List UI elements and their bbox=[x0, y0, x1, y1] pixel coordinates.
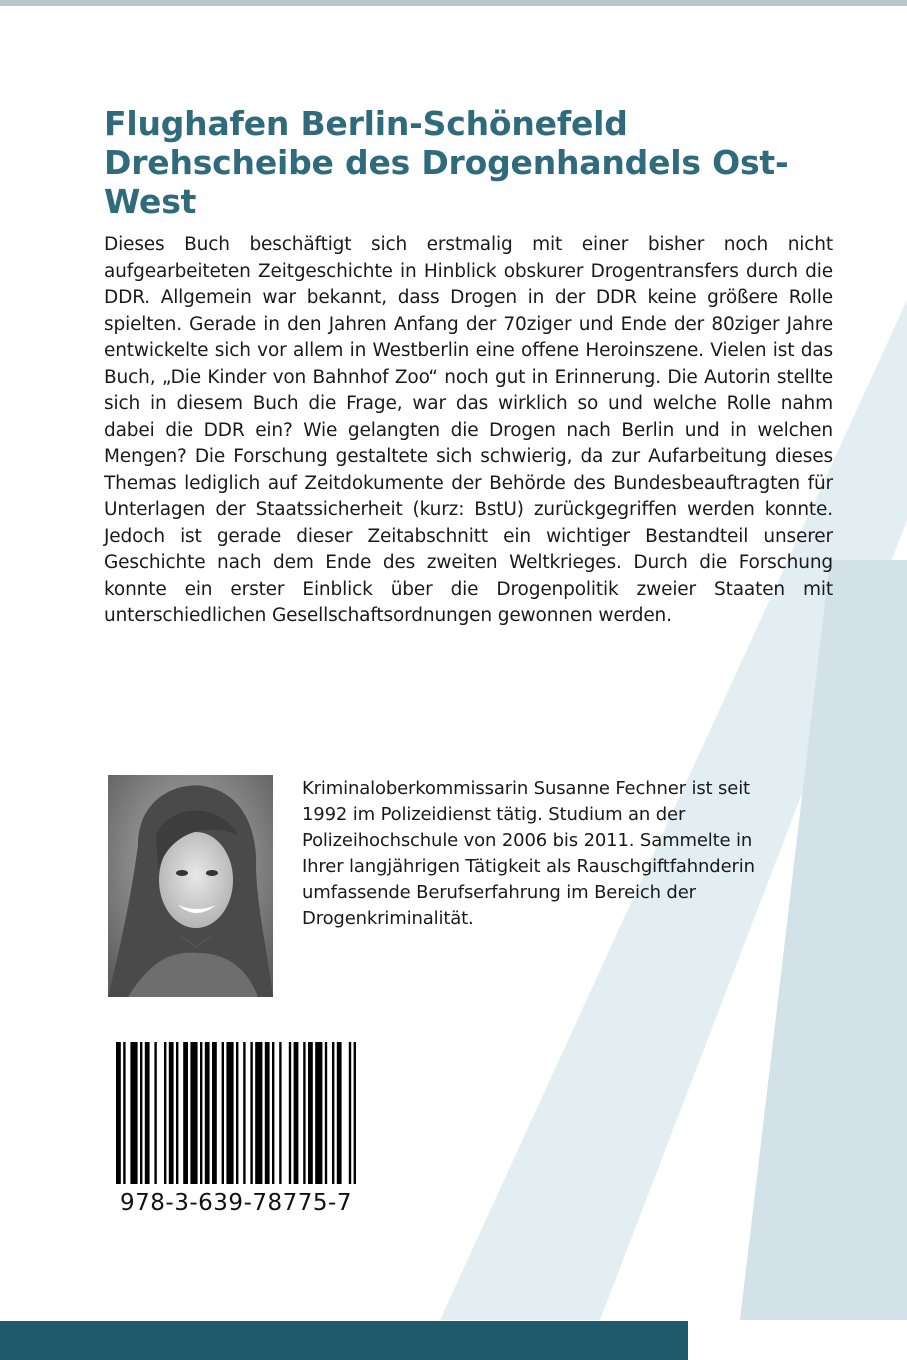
barcode-bar bbox=[164, 1042, 166, 1184]
author-bio bbox=[302, 776, 842, 932]
title-line-2: Drehscheibe des Drogenhandels Ost- bbox=[104, 143, 789, 182]
barcode-bar bbox=[332, 1042, 334, 1184]
top-rule bbox=[0, 0, 907, 6]
bio-line: Drogenkriminalität. bbox=[302, 908, 474, 929]
bio-line: umfassende Berufserfahrung im Bereich der bbox=[302, 882, 696, 903]
barcode-bars bbox=[116, 1042, 356, 1184]
barcode-bar bbox=[250, 1042, 252, 1184]
barcode-bar bbox=[354, 1042, 356, 1184]
barcode-bar bbox=[255, 1042, 262, 1184]
barcode-bar bbox=[176, 1042, 178, 1184]
barcode-bar bbox=[325, 1042, 327, 1184]
barcode-bar bbox=[116, 1042, 121, 1184]
barcode-bar bbox=[226, 1042, 233, 1184]
barcode-bar bbox=[337, 1042, 342, 1184]
isbn-number: 978-3-639-78775-7 bbox=[120, 1190, 352, 1216]
bio-line: Kriminaloberkommissarin Susanne Fechner ist seit bbox=[302, 778, 750, 799]
barcode-bar bbox=[236, 1042, 238, 1184]
barcode-bar bbox=[265, 1042, 270, 1184]
barcode-bar bbox=[272, 1042, 274, 1184]
barcode-bar bbox=[279, 1042, 281, 1184]
title-line-3: West bbox=[104, 182, 197, 221]
bio-line: Ihrer langjährigen Tätigkeit als Rauschgiftfahnderin bbox=[302, 856, 755, 877]
barcode-bar bbox=[315, 1042, 322, 1184]
barcode-bar bbox=[303, 1042, 305, 1184]
bottom-color-band bbox=[0, 1321, 688, 1360]
barcode-bar bbox=[154, 1042, 156, 1184]
barcode-bar bbox=[294, 1042, 299, 1184]
barcode-bar bbox=[349, 1042, 351, 1184]
bio-line: 1992 im Polizeidienst tätig. Studium an der bbox=[302, 804, 686, 825]
book-title bbox=[104, 104, 804, 221]
barcode-bar bbox=[140, 1042, 142, 1184]
barcode-bar bbox=[308, 1042, 313, 1184]
barcode-bar bbox=[289, 1042, 291, 1184]
author-photo bbox=[108, 775, 273, 997]
barcode-bar bbox=[200, 1042, 202, 1184]
barcode-bar bbox=[145, 1042, 150, 1184]
barcode-bar bbox=[243, 1042, 245, 1184]
book-description: Dieses Buch beschäftigt sich erstmalig mit einer bisher noch nicht aufgearbeiteten Zeitgeschichte in Hinblick obskurer Drogentransfers durch die DDR. Allgemein war bekannt, dass Drogen in der DDR keine größere Rolle spielten. Gerade in den Jahren Anfang der 70ziger und Ende der 80ziger Jahre entwickelte sich vor allem in Westberlin eine offene Heroinszene. Vielen ist das Buch, „Die Kinder von Bahnhof Zoo“ noch gut in Erinnerung. Die Autorin stellte sich in diesem Buch die Frage, war das wirklich so und welche Rolle nahm dabei die DDR ein? Wie gelangten die Drogen nach Berlin und in welchen Mengen? Die Forschung gestaltete sich schwierig, da zur Aufarbeitung dieses Themas lediglich auf Zeitdokumente der Behörde des Bundesbeauftragten für Unterlagen der Staatssicherheit (kurz: BstU) zurückgegriffen werden konnte. Jedoch ist gerade dieser Zeitabschnitt ein wichtiger Bestandteil unserer Geschichte nach dem Ende des zweiten Weltkrieges. Durch die Forschung konnte ein erster Einblick über die Drogenpolitik zweier Staaten mit unterschiedlichen Gesellschaftsordnungen gewonnen werden. bbox=[104, 234, 833, 626]
barcode-bar bbox=[190, 1042, 197, 1184]
title-line-1: Flughafen Berlin-Schönefeld bbox=[104, 104, 628, 143]
barcode-bar bbox=[222, 1042, 224, 1184]
bio-line: Polizeihochschule von 2006 bis 2011. Sammelte in bbox=[302, 830, 753, 851]
barcode-bar bbox=[123, 1042, 125, 1184]
barcode-bar bbox=[130, 1042, 137, 1184]
barcode-bar bbox=[169, 1042, 174, 1184]
barcode-bar bbox=[205, 1042, 210, 1184]
barcode-bar bbox=[212, 1042, 217, 1184]
barcode-bar bbox=[183, 1042, 188, 1184]
isbn-barcode bbox=[104, 1032, 368, 1220]
